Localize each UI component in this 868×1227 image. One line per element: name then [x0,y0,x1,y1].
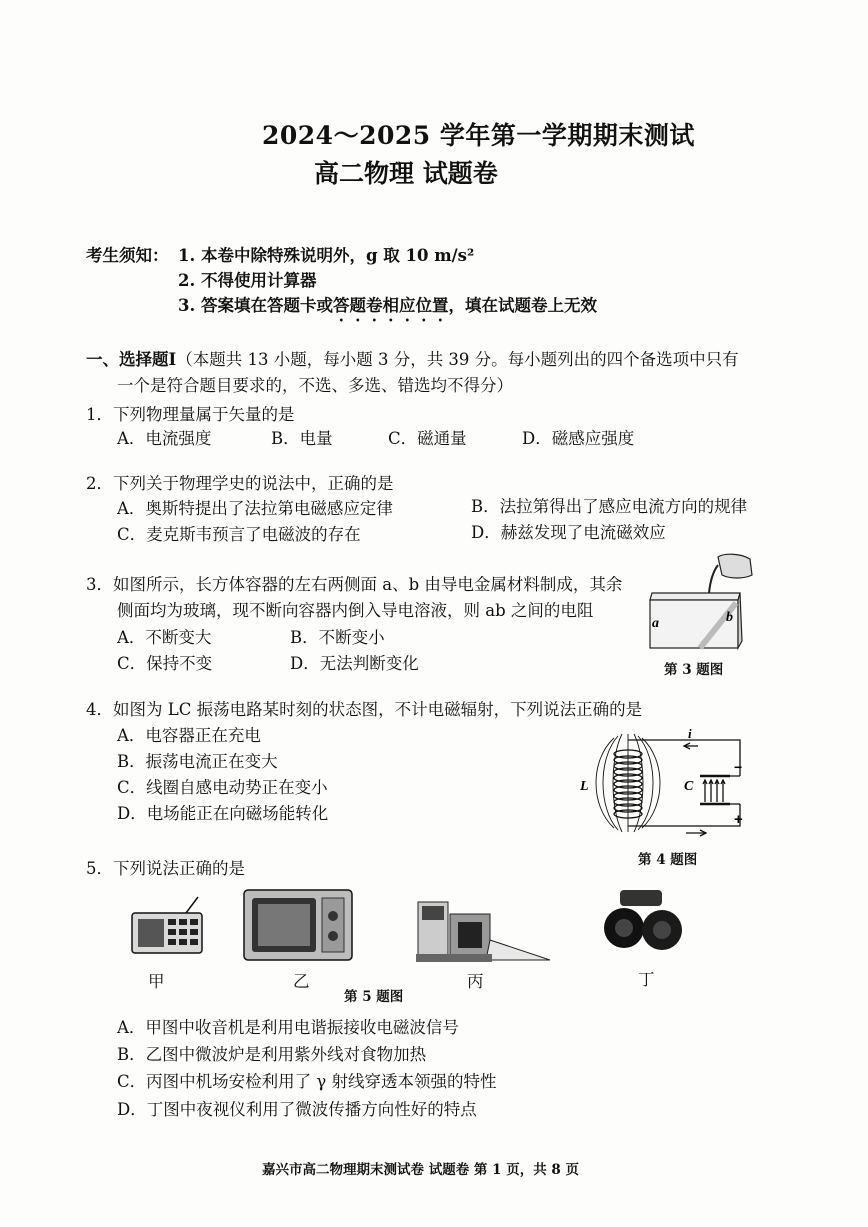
section-1-heading: 一、选择题Ⅰ [86,350,177,369]
container-top-face [650,593,740,600]
q4-option-b: B．振荡电流正在变大 [117,752,278,771]
notice-item-3-end: ，填在试题卷上无效 [448,296,597,315]
container-side-face [738,593,742,648]
q1-option-b: B．电量 [271,429,333,448]
q1-option-c: C．磁通量 [388,429,467,448]
notice-item-3-start: 3. 答案填在答题卡或 [178,296,333,315]
label-i: i [688,726,692,741]
q3-option-d: D．无法判断变化 [290,654,419,673]
lc-circuit-diagram [580,726,758,846]
q1-option-a: A．电流强度 [117,429,212,448]
pouring-beaker [718,554,752,578]
image-label-jia: 甲 [148,972,165,991]
electric-field-arrows [703,780,725,802]
q5-option-b: B．乙图中微波炉是利用紫外线对食物加热 [117,1045,427,1064]
label-L: L [580,779,589,794]
notice-label: 考生须知： [86,246,169,265]
exam-subtitle: 高二物理 试题卷 [314,159,498,188]
q2-stem: 2．下列关于物理学史的说法中，正确的是 [86,474,394,493]
q3-container-figure [640,553,755,658]
q4-option-c: C．线圈自感电动势正在变小 [117,778,328,797]
capacitor-leads [730,776,740,804]
section-1-desc-line2: 一个是符合题目要求的，不选、多选、错选均不得分） [117,376,513,395]
night-vision-goggles-image [602,886,688,958]
label-a: a [652,616,659,631]
image-label-bing: 丙 [467,972,484,991]
notice-item-1: 1. 本卷中除特殊说明外，g 取 10 m/s² [178,246,475,265]
notice-item-3 [178,292,597,325]
notice-item-2: 2. 不得使用计算器 [178,271,317,290]
q1-stem: 1．下列物理量属于矢量的是 [86,405,295,424]
q2-option-d: D．赫兹发现了电流磁效应 [471,523,666,542]
notice-item-3-emphasis: 答题卷相应位置 [332,296,449,315]
q3-option-a: A．不断变大 [117,628,212,647]
image-label-yi: 乙 [293,972,310,991]
q2-option-b: B．法拉第得出了感应电流方向的规律 [471,497,748,516]
q2-option-c: C．麦克斯韦预言了电磁波的存在 [117,525,361,544]
q5-stem: 5．下列说法正确的是 [86,859,245,878]
label-minus: − [734,759,743,775]
container-front-face [650,600,738,648]
q4-figure-caption: 第 4 题图 [638,852,698,868]
label-plus: + [734,811,743,828]
q3-option-c: C．保持不变 [117,654,213,673]
q2-option-a: A．奥斯特提出了法拉第电磁感应定律 [117,499,393,518]
airport-security-scanner-image [416,896,552,966]
q5-option-c: C．丙图中机场安检利用了 γ 射线穿透本领强的特性 [117,1072,497,1091]
q4-option-a: A．电容器正在充电 [117,726,261,745]
q5-figure-caption: 第 5 题图 [344,989,404,1005]
label-b: b [726,610,733,625]
page-footer: 嘉兴市高二物理期末测试卷 试题卷 第 1 页，共 8 页 [262,1162,579,1178]
label-C: C [684,779,694,794]
q5-option-d: D．丁图中夜视仪利用了微波传播方向性好的特点 [117,1100,477,1119]
q4-stem: 4．如图为 LC 振荡电路某时刻的状态图，不计电磁辐射，下列说法正确的是 [86,700,643,719]
liquid-stream [709,565,718,593]
q3-option-b: B．不断变小 [290,628,385,647]
magnetic-field-lines [596,734,660,832]
section-1-desc-line1: （本题共 13 小题，每小题 3 分，共 39 分。每小题列出的四个备选项中只有 [176,350,739,369]
q3-figure-caption: 第 3 题图 [664,662,724,678]
microwave-image [242,886,354,964]
section-1-heading-line [86,346,739,370]
q1-option-d: D．磁感应强度 [522,429,635,448]
wire-bottom [628,804,740,826]
radio-image [128,895,208,960]
exam-title: 2024～2025 学年第一学期期末测试 [262,121,695,150]
q3-stem-line2: 侧面均为玻璃，现不断向容器内倒入导电溶液，则 ab 之间的电阻 [117,601,594,620]
q5-option-a: A．甲图中收音机是利用电谐振接收电磁波信号 [117,1018,459,1037]
q4-option-d: D．电场能正在向磁场能转化 [117,804,329,823]
q3-stem-line1: 3．如图所示，长方体容器的左右两侧面 a、b 由导电金属材料制成，其余 [86,575,623,594]
image-label-ding: 丁 [638,970,655,989]
